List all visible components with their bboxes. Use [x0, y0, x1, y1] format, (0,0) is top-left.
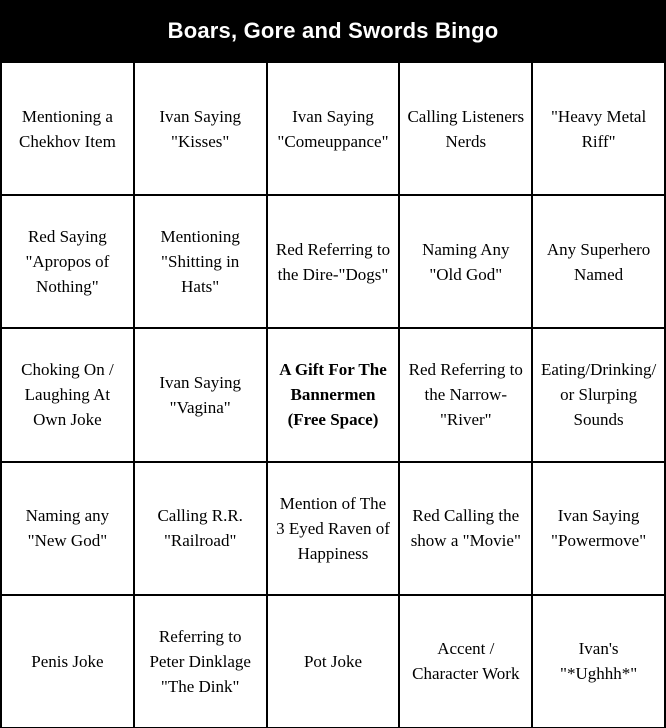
bingo-cell: Naming Any "Old God"	[400, 196, 531, 327]
card-title: Boars, Gore and Swords Bingo	[167, 18, 499, 43]
bingo-cell: Mentioning "Shitting in Hats"	[135, 196, 266, 327]
bingo-cell: Calling R.R. "Railroad"	[135, 463, 266, 594]
bingo-cell: Red Calling the show a "Movie"	[400, 463, 531, 594]
bingo-cell: Penis Joke	[2, 596, 133, 727]
bingo-cell: Any Superhero Named	[533, 196, 664, 327]
bingo-cell: Red Referring to the Dire-"Dogs"	[268, 196, 399, 327]
bingo-cell: Choking On / Laughing At Own Joke	[2, 329, 133, 460]
bingo-cell: Calling Listeners Nerds	[400, 63, 531, 194]
bingo-cell: Mention of The 3 Eyed Raven of Happiness	[268, 463, 399, 594]
bingo-cell: Ivan Saying "Kisses"	[135, 63, 266, 194]
bingo-cell: Pot Joke	[268, 596, 399, 727]
bingo-cell: Referring to Peter Dinklage "The Dink"	[135, 596, 266, 727]
bingo-cell: Eating/Drinking/ or Slurping Sounds	[533, 329, 664, 460]
bingo-cell: Accent / Character Work	[400, 596, 531, 727]
free-space-cell: A Gift For The Bannermen (Free Space)	[268, 329, 399, 460]
bingo-cell: Red Referring to the Narrow- "River"	[400, 329, 531, 460]
bingo-cell: Ivan Saying "Vagina"	[135, 329, 266, 460]
title-bar	[0, 0, 666, 62]
bingo-cell: Ivan's "*Ughhh*"	[533, 596, 664, 727]
bingo-grid	[2, 63, 664, 727]
bingo-cell: Mentioning a Chekhov Item	[2, 63, 133, 194]
bingo-cell: Ivan Saying "Comeuppance"	[268, 63, 399, 194]
bingo-cell: Naming any "New God"	[2, 463, 133, 594]
bingo-cell: "Heavy Metal Riff"	[533, 63, 664, 194]
bingo-cell: Red Saying "Apropos of Nothing"	[2, 196, 133, 327]
bingo-cell: Ivan Saying "Powermove"	[533, 463, 664, 594]
